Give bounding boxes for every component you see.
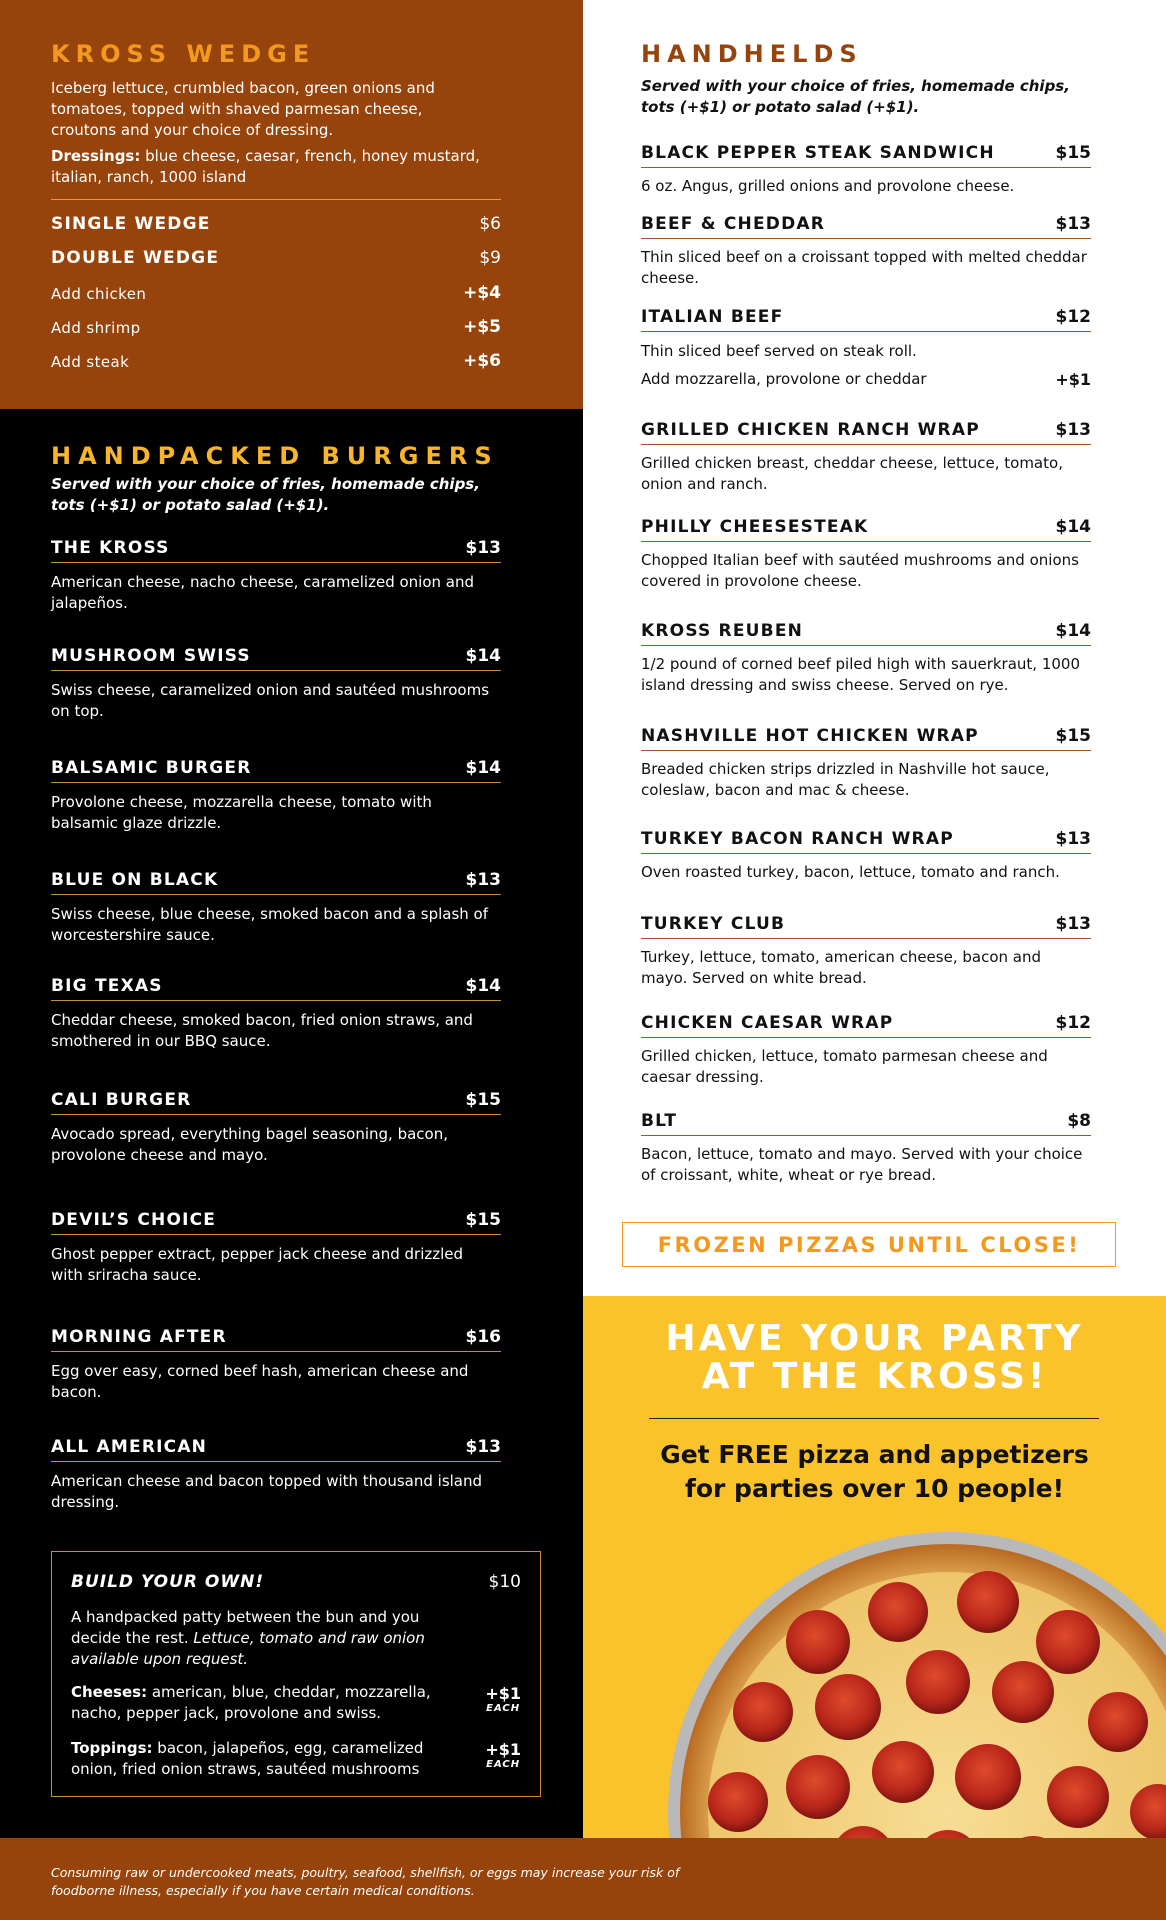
- item-description: American cheese and bacon topped with thousand island dressing.: [51, 1472, 483, 1511]
- toppings-price: [485, 1740, 521, 1770]
- burgers-section: [0, 409, 583, 1838]
- item-name: TURKEY BACON RANCH WRAP: [641, 829, 954, 849]
- item-price: $15: [1055, 726, 1091, 746]
- handheld-item: [641, 138, 1091, 168]
- item-price: $13: [465, 870, 501, 890]
- item-name: CHICKEN CAESAR WRAP: [641, 1013, 894, 1033]
- item-price: $8: [1067, 1111, 1091, 1131]
- handheld-item: [641, 209, 1091, 239]
- item-description: Cheddar cheese, smoked bacon, fried onion straws, and smothered in our BBQ sauce.: [51, 1011, 473, 1050]
- item-name: GRILLED CHICKEN RANCH WRAP: [641, 420, 980, 440]
- item-price: $15: [1055, 143, 1091, 163]
- item-price: $16: [465, 1327, 501, 1347]
- handheld-item: [641, 721, 1091, 751]
- handheld-item: [641, 415, 1091, 445]
- wedge-item: [51, 214, 501, 234]
- footer: [0, 1838, 1166, 1920]
- addon-price: +$6: [463, 351, 501, 371]
- item-description: Egg over easy, corned beef hash, american cheese and bacon.: [51, 1362, 469, 1401]
- wedge-title: KROSS WEDGE: [51, 40, 316, 68]
- cheeses-label: Cheeses:: [71, 1683, 148, 1701]
- item-name: ITALIAN BEEF: [641, 307, 784, 327]
- pepperoni-pizza-image: [668, 1532, 1166, 1838]
- item-description: Oven roasted turkey, bacon, lettuce, tomato and ranch.: [641, 863, 1060, 881]
- item-price: $15: [465, 1090, 501, 1110]
- addon-price: +$5: [463, 317, 501, 337]
- item-price: $12: [1055, 1013, 1091, 1033]
- byo-desc-note: Lettuce, tomato and raw onion available upon request.: [71, 1629, 425, 1668]
- item-price: $12: [1055, 307, 1091, 327]
- burger-item: [51, 971, 501, 1001]
- each-label: EACH: [486, 1759, 521, 1770]
- byo-price: $10: [488, 1572, 521, 1592]
- item-price: $15: [465, 1210, 501, 1230]
- item-price: $13: [1055, 914, 1091, 934]
- item-name: ALL AMERICAN: [51, 1437, 208, 1457]
- item-description: 6 oz. Angus, grilled onions and provolone cheese.: [641, 177, 1015, 195]
- item-price: $13: [1055, 420, 1091, 440]
- item-name: BALSAMIC BURGER: [51, 758, 252, 778]
- wedge-addon: [51, 317, 501, 337]
- wedge-divider: [51, 199, 501, 200]
- item-name: BLT: [641, 1111, 678, 1131]
- toppings-label: Toppings:: [71, 1739, 153, 1757]
- burger-item: [51, 641, 501, 671]
- item-name: KROSS REUBEN: [641, 621, 804, 641]
- cheeses-addon-price: +$1: [485, 1684, 521, 1703]
- party-promo: [583, 1296, 1166, 1838]
- wedge-addon: [51, 283, 501, 303]
- toppings-list: bacon, jalapeños, egg, caramelized onion, fried onion straws, sautéed mushrooms: [71, 1739, 424, 1778]
- item-name: DOUBLE WEDGE: [51, 248, 220, 268]
- addon-price: +$4: [463, 283, 501, 303]
- item-price: $14: [465, 976, 501, 996]
- item-description: Chopped Italian beef with sautéed mushrooms and onions covered in provolone cheese.: [641, 551, 1079, 590]
- wedge-dressings: [51, 146, 491, 188]
- burger-item: [51, 753, 501, 783]
- item-name: PHILLY CHEESESTEAK: [641, 517, 869, 537]
- handheld-item: [641, 909, 1091, 939]
- item-description: Ghost pepper extract, pepper jack cheese and drizzled with sriracha sauce.: [51, 1245, 464, 1284]
- burger-item: [51, 1085, 501, 1115]
- burger-item: [51, 1205, 501, 1235]
- cheeses-price: [485, 1684, 521, 1714]
- burger-item: [51, 533, 501, 563]
- item-price: $13: [1055, 829, 1091, 849]
- item-description: Grilled chicken, lettuce, tomato parmesan cheese and caesar dressing.: [641, 1047, 1048, 1086]
- item-description: 1/2 pound of corned beef piled high with sauerkraut, 1000 island dressing and swiss cheese. Served on rye.: [641, 655, 1081, 694]
- byo-toppings: [71, 1738, 461, 1780]
- wedge-addon: [51, 351, 501, 371]
- handheld-item: [641, 616, 1091, 646]
- burger-item: [51, 1322, 501, 1352]
- byo-title: BUILD YOUR OWN!: [71, 1572, 265, 1592]
- item-price: $9: [479, 248, 501, 268]
- item-price: $14: [465, 758, 501, 778]
- byo-description: [71, 1607, 461, 1670]
- dressings-label: Dressings:: [51, 147, 141, 165]
- byo-cheeses: [71, 1682, 461, 1724]
- addon-price: +$1: [1055, 370, 1091, 389]
- party-divider: [649, 1418, 1099, 1419]
- item-price: $13: [465, 1437, 501, 1457]
- addon-name: Add mozzarella, provolone or cheddar: [641, 370, 927, 388]
- byo-desc-text: A handpacked patty between the bun and you decide the rest.: [71, 1608, 420, 1647]
- burgers-subtitle: Served with your choice of fries, homemade chips, tots (+$1) or potato salad (+$1).: [51, 475, 480, 514]
- item-price: $14: [1055, 621, 1091, 641]
- addon-name: Add shrimp: [51, 319, 141, 337]
- item-name: TURKEY CLUB: [641, 914, 786, 934]
- item-price: $14: [1055, 517, 1091, 537]
- frozen-pizzas-banner: FROZEN PIZZAS UNTIL CLOSE!: [622, 1222, 1116, 1267]
- item-name: MORNING AFTER: [51, 1327, 227, 1347]
- item-name: CALI BURGER: [51, 1090, 192, 1110]
- item-price: $6: [479, 214, 501, 234]
- item-description: Avocado spread, everything bagel seasoning, bacon, provolone cheese and mayo.: [51, 1125, 449, 1164]
- wedge-section: [0, 0, 583, 409]
- party-sub-line1: Get FREE pizza and appetizers: [660, 1440, 1089, 1469]
- item-name: THE KROSS: [51, 538, 170, 558]
- item-name: BLACK PEPPER STEAK SANDWICH: [641, 143, 995, 163]
- build-your-own-box: [51, 1551, 541, 1797]
- party-sub-line2: for parties over 10 people!: [684, 1474, 1065, 1503]
- toppings-addon-price: +$1: [485, 1740, 521, 1759]
- item-name: DEVIL’S CHOICE: [51, 1210, 217, 1230]
- addon-name: Add chicken: [51, 285, 147, 303]
- food-safety-disclaimer: Consuming raw or undercooked meats, poultry, seafood, shellfish, or eggs may increase your risk of foodborne illness, especially if you have certain medical conditions.: [51, 1865, 680, 1898]
- burgers-title: HANDPACKED BURGERS: [51, 442, 499, 470]
- item-description: Swiss cheese, caramelized onion and sautéed mushrooms on top.: [51, 681, 490, 720]
- handheld-item: [641, 824, 1091, 854]
- handheld-item: [641, 1106, 1091, 1136]
- item-description: Swiss cheese, blue cheese, smoked bacon and a splash of worcestershire sauce.: [51, 905, 489, 944]
- item-description: American cheese, nacho cheese, caramelized onion and jalapeños.: [51, 573, 475, 612]
- item-price: $13: [1055, 214, 1091, 234]
- party-title-line2: AT THE KROSS!: [701, 1356, 1048, 1397]
- addon-name: Add steak: [51, 353, 130, 371]
- item-price: $13: [465, 538, 501, 558]
- item-price: $14: [465, 646, 501, 666]
- item-name: BEEF & CHEDDAR: [641, 214, 826, 234]
- party-title-line1: HAVE YOUR PARTY: [665, 1318, 1084, 1359]
- item-name: BLUE ON BLACK: [51, 870, 219, 890]
- dressings-list: blue cheese, caesar, french, honey mustard, italian, ranch, 1000 island: [51, 147, 480, 186]
- item-name: MUSHROOM SWISS: [51, 646, 251, 666]
- item-description: Grilled chicken breast, cheddar cheese, lettuce, tomato, onion and ranch.: [641, 454, 1063, 493]
- cheeses-list: american, blue, cheddar, mozzarella, nacho, pepper jack, provolone and swiss.: [71, 1683, 431, 1722]
- party-title: [583, 1320, 1166, 1396]
- item-name: BIG TEXAS: [51, 976, 163, 996]
- burger-item: [51, 865, 501, 895]
- item-description: Turkey, lettuce, tomato, american cheese, bacon and mayo. Served on white bread.: [641, 948, 1041, 987]
- handheld-item: [641, 1008, 1091, 1038]
- item-description: Thin sliced beef served on steak roll.: [641, 342, 917, 360]
- item-description: Breaded chicken strips drizzled in Nashville hot sauce, coleslaw, bacon and mac & cheese.: [641, 760, 1050, 799]
- item-name: NASHVILLE HOT CHICKEN WRAP: [641, 726, 979, 746]
- handhelds-title: HANDHELDS: [641, 40, 863, 68]
- burger-item: [51, 1432, 501, 1462]
- item-description: Provolone cheese, mozzarella cheese, tomato with balsamic glaze drizzle.: [51, 793, 432, 832]
- item-name: SINGLE WEDGE: [51, 214, 211, 234]
- handhelds-section: [583, 0, 1166, 1296]
- handheld-item: [641, 302, 1091, 332]
- each-label: EACH: [486, 1703, 521, 1714]
- item-description: Bacon, lettuce, tomato and mayo. Served with your choice of croissant, white, wheat or rye bread.: [641, 1145, 1083, 1184]
- item-description: Thin sliced beef on a croissant topped with melted cheddar cheese.: [641, 248, 1087, 287]
- party-subtitle: [583, 1438, 1166, 1506]
- wedge-description: Iceberg lettuce, crumbled bacon, green onions and tomatoes, topped with shaved parmesan cheese, croutons and your choice of dressing.: [51, 79, 435, 139]
- handhelds-subtitle: Served with your choice of fries, homemade chips, tots (+$1) or potato salad (+$1).: [641, 77, 1070, 116]
- wedge-item: [51, 248, 501, 268]
- italian-beef-addon: [641, 370, 1091, 389]
- handheld-item: [641, 512, 1091, 542]
